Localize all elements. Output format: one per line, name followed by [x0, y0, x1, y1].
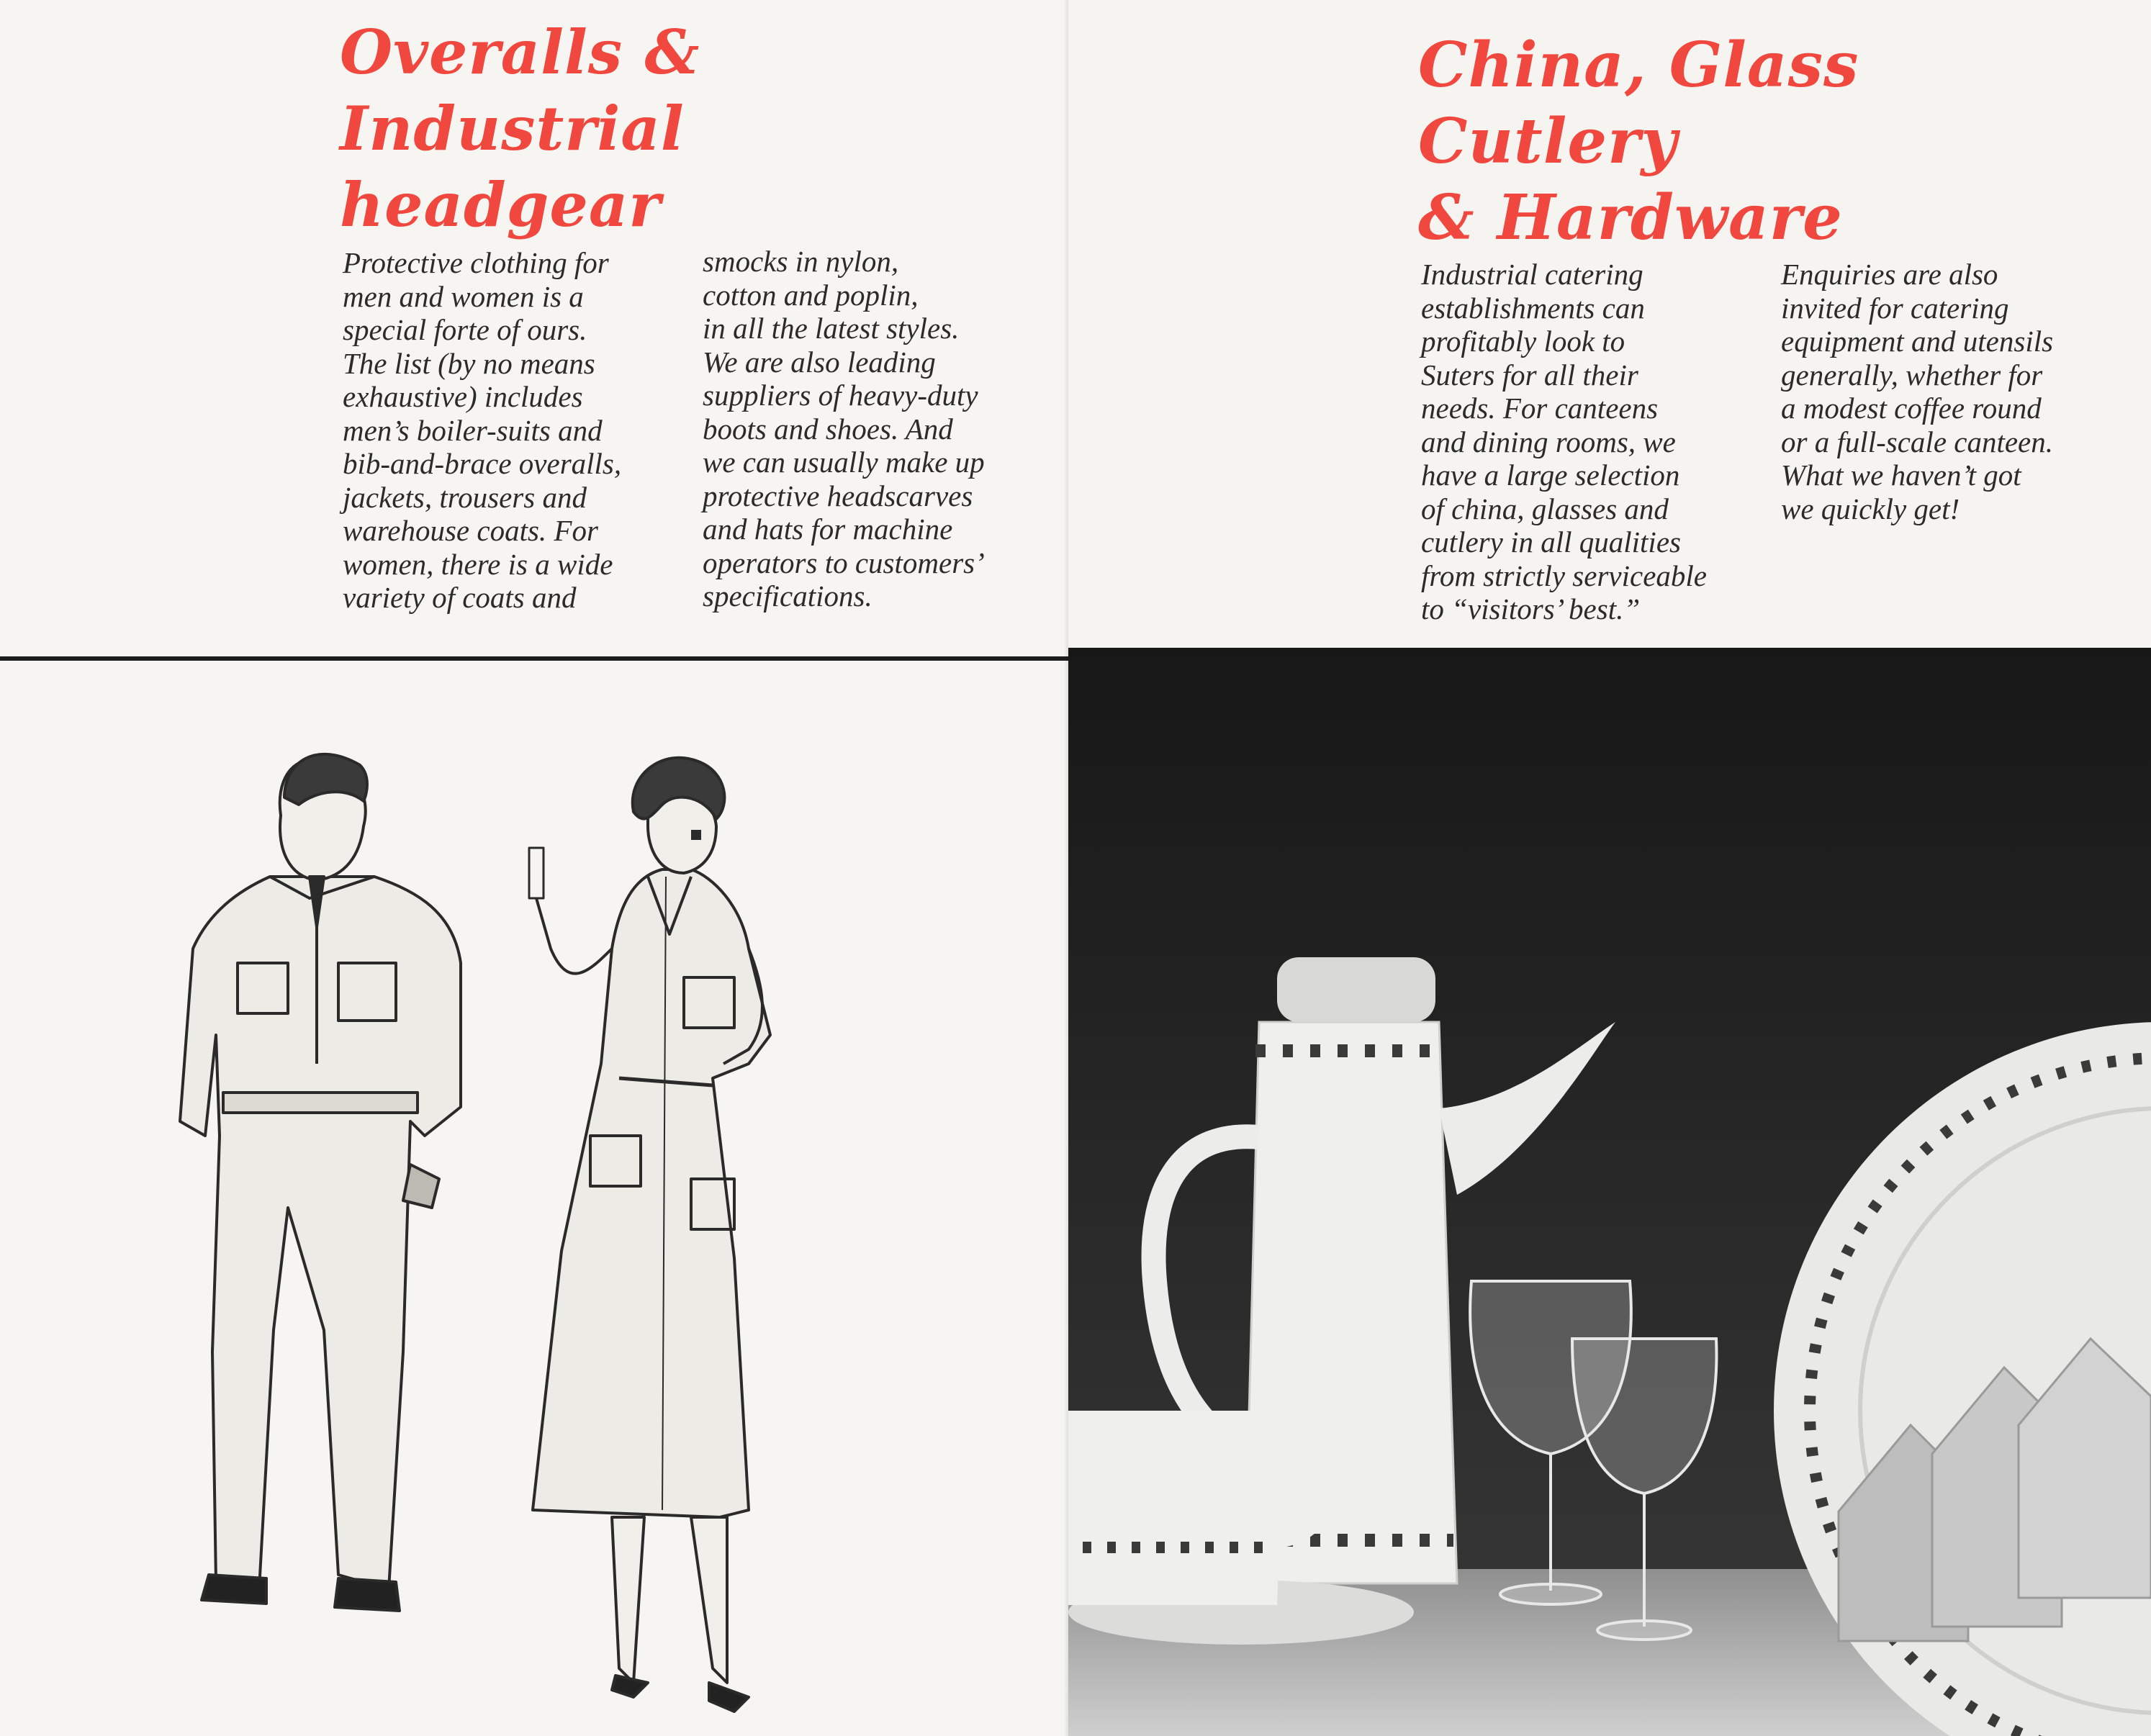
text-line: operators to customers’	[703, 546, 985, 579]
text-line: establishments can	[1421, 291, 1645, 325]
text-line: protective headscarves	[703, 479, 973, 512]
text-line: from strictly serviceable	[1421, 559, 1707, 592]
text-line: Enquiries are also	[1781, 258, 1998, 291]
china-glass-heading	[1418, 27, 1859, 256]
overalls-text-column-2	[703, 245, 985, 613]
text-line: suppliers of heavy-duty	[703, 379, 978, 412]
text-line: Industrial catering	[1421, 258, 1643, 291]
text-line: of china, glasses and	[1421, 492, 1669, 525]
text-line: have a large selection	[1421, 458, 1680, 492]
text-line: What we haven’t got	[1781, 458, 2021, 492]
heading-line: Cutlery	[1418, 105, 1678, 178]
text-line: boots and shoes. And	[703, 412, 953, 446]
woman-coat-figure	[529, 758, 770, 1712]
text-line: warehouse coats. For	[343, 514, 598, 547]
text-line: equipment and utensils	[1781, 325, 2054, 358]
text-line: needs. For canteens	[1421, 392, 1659, 425]
text-line: and hats for machine	[703, 512, 953, 546]
text-line: Protective clothing for	[343, 246, 609, 279]
text-line: men and women is a	[343, 279, 584, 313]
text-line: specifications.	[703, 579, 872, 612]
overalls-heading	[340, 14, 700, 243]
text-line: we quickly get!	[1781, 492, 1960, 525]
workwear-illustration	[0, 661, 1068, 1736]
text-line: cutlery in all qualities	[1421, 525, 1681, 559]
text-line: we can usually make up	[703, 446, 985, 479]
text-line: jackets, trousers and	[343, 480, 587, 514]
text-line: bib-and-brace overalls,	[343, 447, 622, 480]
tableware-photo	[1068, 648, 2151, 1736]
overalls-text-column-1	[343, 246, 621, 615]
text-line: men’s boiler-suits and	[343, 413, 603, 447]
text-line: invited for catering	[1781, 291, 2009, 325]
text-line: smocks in nylon,	[703, 245, 899, 278]
man-boiler-suit-figure	[180, 754, 461, 1611]
heading-line: China, Glass	[1418, 29, 1859, 101]
text-line: Suters for all their	[1421, 358, 1638, 392]
text-line: exhaustive) includes	[343, 380, 583, 413]
text-line: special forte of ours.	[343, 313, 587, 346]
right-page	[1068, 0, 2151, 1736]
heading-line: Industrial	[340, 93, 685, 164]
china-text-column-1	[1421, 258, 1707, 626]
text-line: in all the latest styles.	[703, 312, 960, 345]
text-line: variety of coats and	[343, 581, 577, 614]
text-line: women, there is a wide	[343, 547, 613, 581]
text-line: to “visitors’ best.”	[1421, 592, 1641, 625]
heading-line: Overalls &	[340, 17, 700, 88]
text-line: generally, whether for	[1781, 358, 2043, 392]
text-line: We are also leading	[703, 345, 936, 379]
china-text-column-2	[1781, 258, 2053, 525]
text-line: a modest coffee round	[1781, 392, 2042, 425]
text-line: profitably look to	[1421, 325, 1625, 358]
heading-line: & Hardware	[1418, 181, 1843, 254]
left-page	[0, 0, 1068, 1736]
text-line: cotton and poplin,	[703, 278, 919, 312]
text-line: and dining rooms, we	[1421, 425, 1676, 458]
text-line: or a full-scale canteen.	[1781, 425, 2054, 458]
text-line: The list (by no means	[343, 346, 595, 380]
heading-line: headgear	[340, 169, 662, 240]
